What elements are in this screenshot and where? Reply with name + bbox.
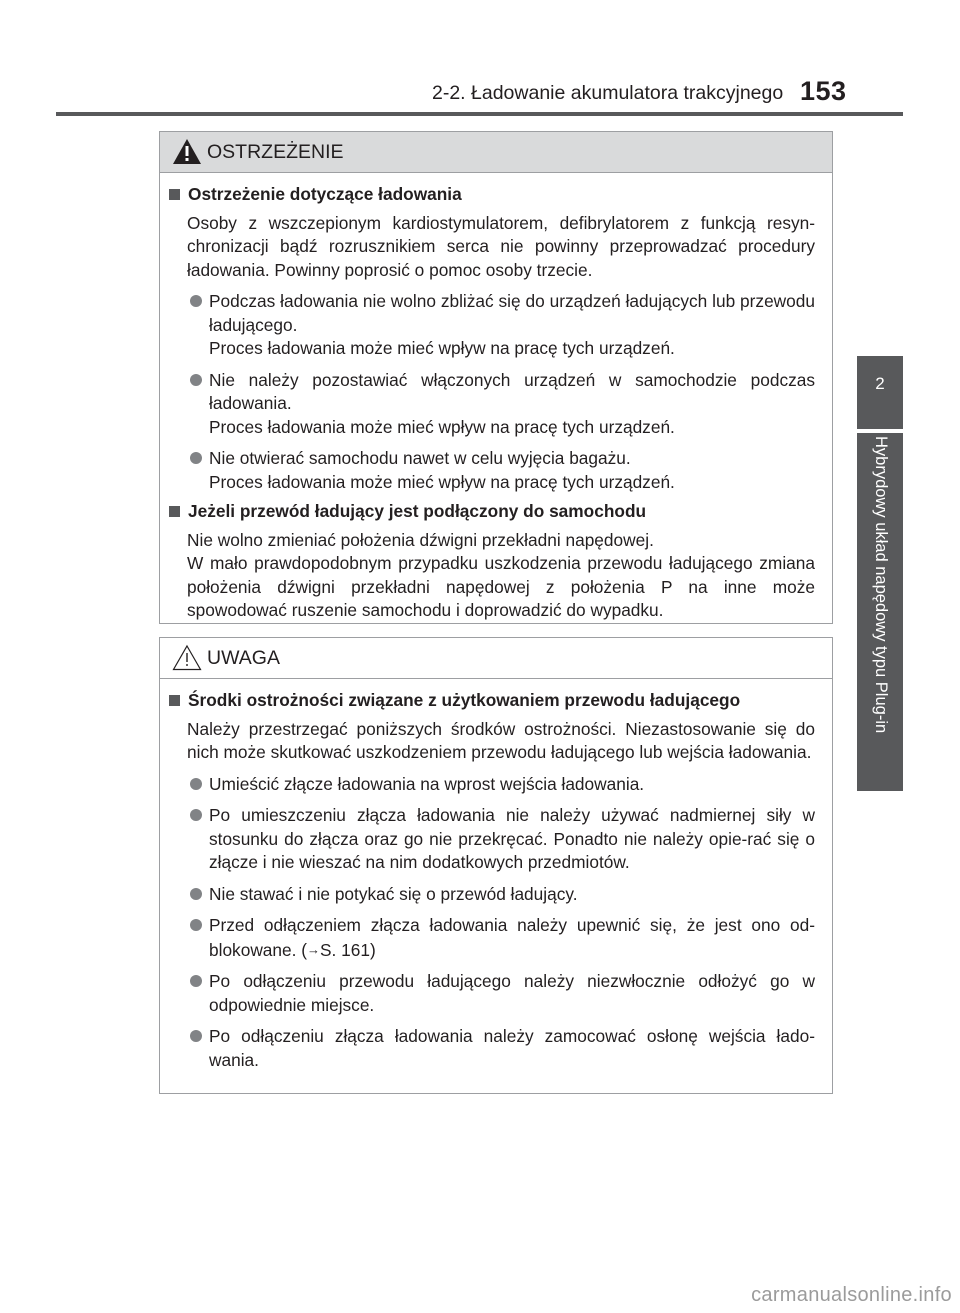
round-bullet-icon [190, 975, 202, 987]
list-item-note: Proces ładowania może mieć wpływ na pracę tych urządzeń. [209, 416, 675, 437]
round-bullet-icon [190, 888, 202, 900]
warning-box-header [160, 132, 832, 173]
list-item-note: Proces ładowania może mieć wpływ na pracę tych urządzeń. [209, 471, 675, 492]
notice-box-header [160, 638, 832, 679]
chapter-tab-number: 2 [857, 356, 903, 429]
list-item: Podczas ładowania nie wolno zbliżać się do urządzeń ładujących lub przewodu ładującego. Proces ładowania może mieć wpływ na pracę tych urządzeń. [169, 290, 815, 361]
round-bullet-icon [190, 295, 202, 307]
list-item-note: Proces ładowania może mieć wpływ na pracę tych urządzeń. [209, 338, 675, 358]
warning-paragraph: Nie wolno zmieniać położenia dźwigni przekładni napędowej. W mało prawdopodobnym przypadku uszkodzenia przewodu ładującego zmiana położenia dźwigni przekładni napędowej z położenia P na inne może spowodować ruszenie samochodu i doprowadzić do wypadku. [187, 529, 815, 620]
square-bullet-icon [169, 695, 180, 706]
warning-heading: Ostrzeżenie dotyczące ładowania [169, 183, 815, 207]
round-bullet-icon [190, 1030, 202, 1042]
list-item: Nie otwierać samochodu nawet w celu wyjęcia bagażu. Proces ładowania może mieć wpływ na pracę tych urządzeń. [169, 447, 815, 494]
caution-triangle-icon [172, 644, 202, 671]
header-divider [56, 112, 903, 116]
page-reference[interactable]: S. 161) [319, 939, 376, 960]
round-bullet-icon [190, 919, 202, 931]
round-bullet-icon [190, 452, 202, 464]
warning-box-title: OSTRZEŻENIE [207, 141, 344, 163]
warning-heading: Jeżeli przewód ładujący jest podłączony do samochodu [169, 500, 815, 524]
watermark: carmanualsonline.info [751, 1284, 952, 1306]
list-item: Po odłączeniu złącza ładowania należy zamocować osłonę wejścia łado-wania. [169, 1025, 815, 1072]
notice-paragraph: Należy przestrzegać poniższych środków ostrożności. Niezastosowanie się do nich może skutkować uszkodzeniem przewodu ładującego lub wejścia ładowania. [187, 718, 815, 762]
page-number: 153 [800, 76, 847, 106]
list-item: Nie należy pozostawiać włączonych urządzeń w samochodzie podczas ładowania. Proces ładowania może mieć wpływ na pracę tych urządzeń. [169, 369, 815, 440]
warning-paragraph: Osoby z wszczepionym kardiostymulatorem, defibrylatorem z funkcją resyn-chronizacji bądź rozrusznikiem serca nie powinny przeprowadzać procedury ładowania. Powinny poprosić o pomoc osoby trzecie. [187, 212, 815, 280]
arrow-right-icon: → [306, 941, 320, 957]
round-bullet-icon [190, 374, 202, 386]
warning-box [159, 131, 833, 624]
chapter-tab-label: Hybrydowy układ napędowy typu Plug-in [872, 436, 890, 734]
list-item: Przed odłączeniem złącza ładowania należy upewnić się, że jest ono od-blokowane. (→S. 161) [169, 914, 815, 962]
list-item: Umieścić złącze ładowania na wprost wejścia ładowania. [169, 773, 815, 797]
square-bullet-icon [169, 506, 180, 517]
notice-heading: Środki ostrożności związane z użytkowaniem przewodu ładującego [169, 689, 815, 713]
warning-triangle-icon [172, 138, 202, 165]
notice-box-title: UWAGA [207, 647, 280, 669]
list-item: Po umieszczeniu złącza ładowania nie należy używać nadmiernej siły w stosunku do złącza oraz go nie przekręcać. Ponadto nie należy opie-rać się o złącze i nie wieszać na nim dodatkowych przedmiotów. [169, 804, 815, 875]
notice-box [159, 637, 833, 1094]
square-bullet-icon [169, 189, 180, 200]
section-title: 2-2. Ładowanie akumulatora trakcyjnego [432, 82, 784, 104]
list-item: Nie stawać i nie potykać się o przewód ładujący. [169, 883, 815, 907]
list-item: Po odłączeniu przewodu ładującego należy niezwłocznie odłożyć go w odpowiednie miejsce. [169, 970, 815, 1017]
round-bullet-icon [190, 778, 202, 790]
round-bullet-icon [190, 809, 202, 821]
